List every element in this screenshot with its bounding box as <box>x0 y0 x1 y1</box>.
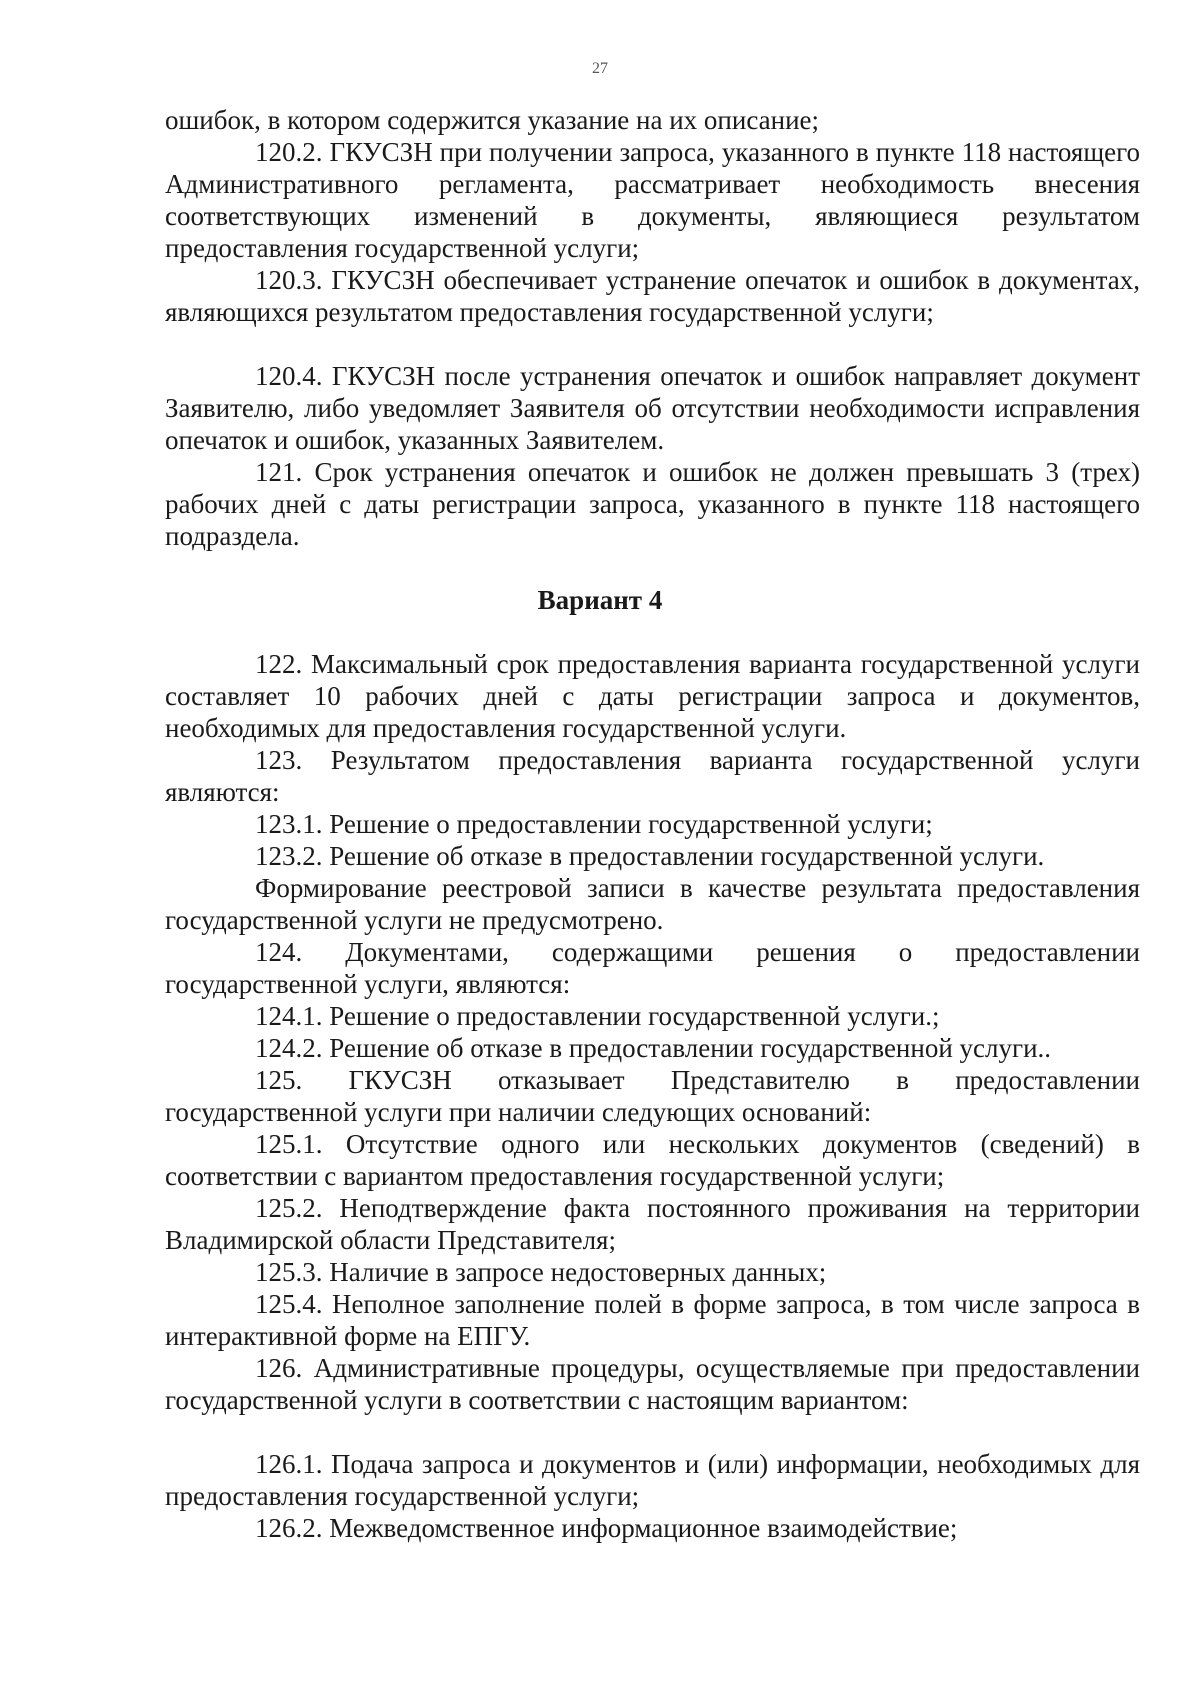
paragraph-121: 121. Срок устранения опечаток и ошибок не должен превышать 3 (трех) рабочих дней с даты регистрации запроса, указанного в пункте 118 настоящего подраздела. <box>165 457 1140 551</box>
paragraph-124: 124. Документами, содержащими решения о предоставлении государственной услуги, являются: <box>165 937 1140 999</box>
paragraph-125-2: 125.2. Неподтверждение факта постоянного проживания на территории Владимирской области Представителя; <box>165 1193 1140 1255</box>
paragraph-120-2: 120.2. ГКУСЗН при получении запроса, указанного в пункте 118 настоящего Административного регламента, рассматривает необходимость внесения соответствующих изменений в документы, являющиеся результатом предоставления государственной услуги; <box>165 137 1140 263</box>
paragraph-registry-note: Формирование реестровой записи в качестве результата предоставления государственной услуги не предусмотрено. <box>165 873 1140 935</box>
paragraph-1: ошибок, в котором содержится указание на их описание; <box>165 105 819 135</box>
paragraph-126-1: 126.1. Подача запроса и документов и (или) информации, необходимых для предоставления государственной услуги; <box>165 1449 1140 1511</box>
paragraph-123-1: 123.1. Решение о предоставлении государственной услуги; <box>255 809 933 839</box>
paragraph-125-4: 125.4. Неполное заполнение полей в форме запроса, в том числе запроса в интерактивной форме на ЕПГУ. <box>165 1289 1140 1351</box>
paragraph-124-1: 124.1. Решение о предоставлении государственной услуги.; <box>255 1001 940 1031</box>
section-heading: Вариант 4 <box>537 585 663 615</box>
paragraph-124-2: 124.2. Решение об отказе в предоставлении государственной услуги.. <box>255 1033 1052 1063</box>
paragraph-125-1: 125.1. Отсутствие одного или нескольких документов (сведений) в соответствии с вариантом предоставления государственной услуги; <box>165 1129 1140 1191</box>
paragraph-126: 126. Административные процедуры, осуществляемые при предоставлении государственной услуги в соответствии с настоящим вариантом: <box>165 1353 1140 1415</box>
paragraph-123: 123. Результатом предоставления варианта государственной услуги являются: <box>165 745 1140 807</box>
paragraph-125: 125. ГКУСЗН отказывает Представителю в предоставлении государственной услуги при наличии следующих оснований: <box>165 1065 1140 1127</box>
paragraph-123-2: 123.2. Решение об отказе в предоставлении государственной услуги. <box>255 841 1045 871</box>
page-number: 27 <box>592 60 608 77</box>
paragraph-120-4: 120.4. ГКУСЗН после устранения опечаток и ошибок направляет документ Заявителю, либо уведомляет Заявителя об отсутствии необходимости исправления опечаток и ошибок, указанных Заявителем. <box>165 361 1140 455</box>
paragraph-122: 122. Максимальный срок предоставления варианта государственной услуги составляет 10 рабочих дней с даты регистрации запроса и документов, необходимых для предоставления государственной услуги. <box>165 649 1140 743</box>
paragraph-125-3: 125.3. Наличие в запросе недостоверных данных; <box>255 1257 827 1287</box>
paragraph-126-2: 126.2. Межведомственное информационное взаимодействие; <box>255 1513 958 1543</box>
paragraph-120-3: 120.3. ГКУСЗН обеспечивает устранение опечаток и ошибок в документах, являющихся результатом предоставления государственной услуги; <box>165 265 1140 327</box>
